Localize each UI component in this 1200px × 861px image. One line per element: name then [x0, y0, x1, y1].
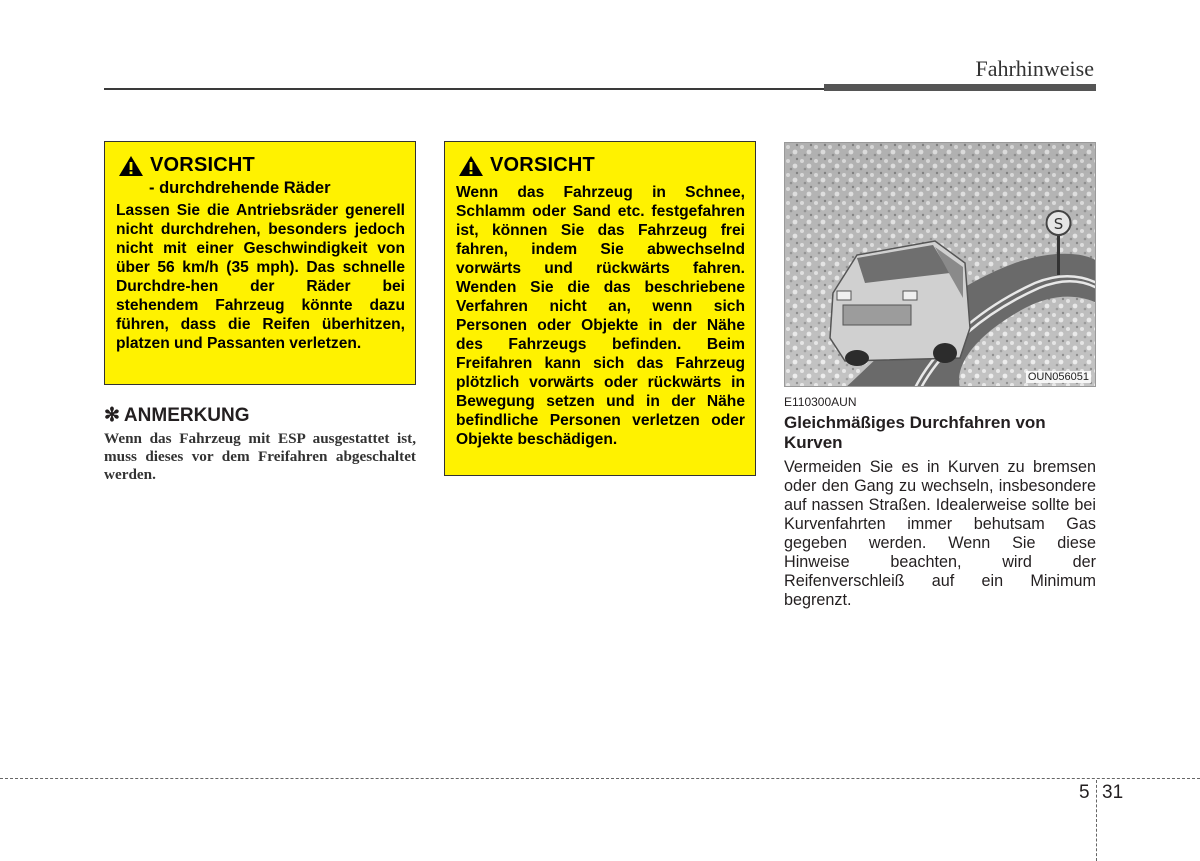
chapter-number: 5: [1079, 782, 1090, 803]
svg-text:S: S: [1053, 215, 1064, 233]
note-heading-label: ANMERKUNG: [123, 405, 250, 426]
note-star-icon: ✻: [104, 405, 120, 426]
header-rule: [104, 88, 826, 90]
note-body: Wenn das Fahrzeug mit ESP ausgestattet ist, muss dieses vor dem Freifahren abgeschaltet werden.: [104, 430, 416, 483]
warning-triangle-icon: [458, 155, 484, 177]
caution-body: Lassen Sie die Antriebsräder generell nicht durchdrehen, besonders jedoch nicht mit einer Geschwindigkeit von über 56 km/h (35 mph). Das schnelle Durchdre-hen der Räder bei stehendem Fahrzeug könnte dazu führen, dass die Reifen überhitzen, platzen und Passanten verletzen.: [116, 202, 405, 352]
caution-box-rocking: [444, 141, 756, 476]
section-body: Vermeiden Sie es in Kurven zu bremsen oder den Gang zu wechseln, insbesondere auf nassen Straßen. Idealerweise sollte bei Kurvenfahrten immer behutsam Gas gegeben werden. Wenn Sie diese Hinweise beachten, wird der Reifenverschleiß auf ein Minimum begrenzt.: [784, 458, 1096, 609]
running-header: Fahrhinweise: [975, 56, 1094, 81]
illustration-code: OUN056051: [1027, 371, 1089, 383]
car-on-snowy-curve-illustration: [784, 142, 1096, 387]
section-heading: Gleichmäßiges Durchfahren von Kurven: [784, 413, 1046, 452]
section-reference-code: E110300AUN: [784, 395, 857, 409]
caution-body: Wenn das Fahrzeug in Schnee, Schlamm oder Sand etc. festgefahren ist, können Sie das Fahrzeug frei fahren, indem Sie abwechselnd vorwärts und rückwärts fahren. Wenden Sie die das beschriebene Verfahren nicht an, wenn sich Personen oder Objekte in der Nähe des Fahrzeugs befinden. Beim Freifahren kann sich das Fahrzeug plötzlich vorwärts oder rückwärts in Bewegung setzen und in der Nähe befindliche Personen verletzen oder Objekte beschädigen.: [456, 184, 745, 448]
caution-subtitle: - durchdrehende Räder: [149, 179, 331, 197]
page-number: 31: [1102, 782, 1124, 803]
caution-title: VORSICHT: [490, 154, 595, 176]
note-heading: [104, 404, 250, 427]
caution-title-row: [118, 154, 405, 177]
warning-triangle-icon: [118, 155, 144, 177]
caution-box-wheel-spin: [104, 141, 416, 385]
caution-title-row: [458, 154, 745, 177]
header-rule-accent: [824, 84, 1096, 91]
caution-title: VORSICHT: [150, 154, 255, 176]
footer-vertical-divider: [1096, 780, 1097, 861]
footer-divider: [0, 778, 1200, 779]
illustration-graphic: [785, 143, 1096, 387]
